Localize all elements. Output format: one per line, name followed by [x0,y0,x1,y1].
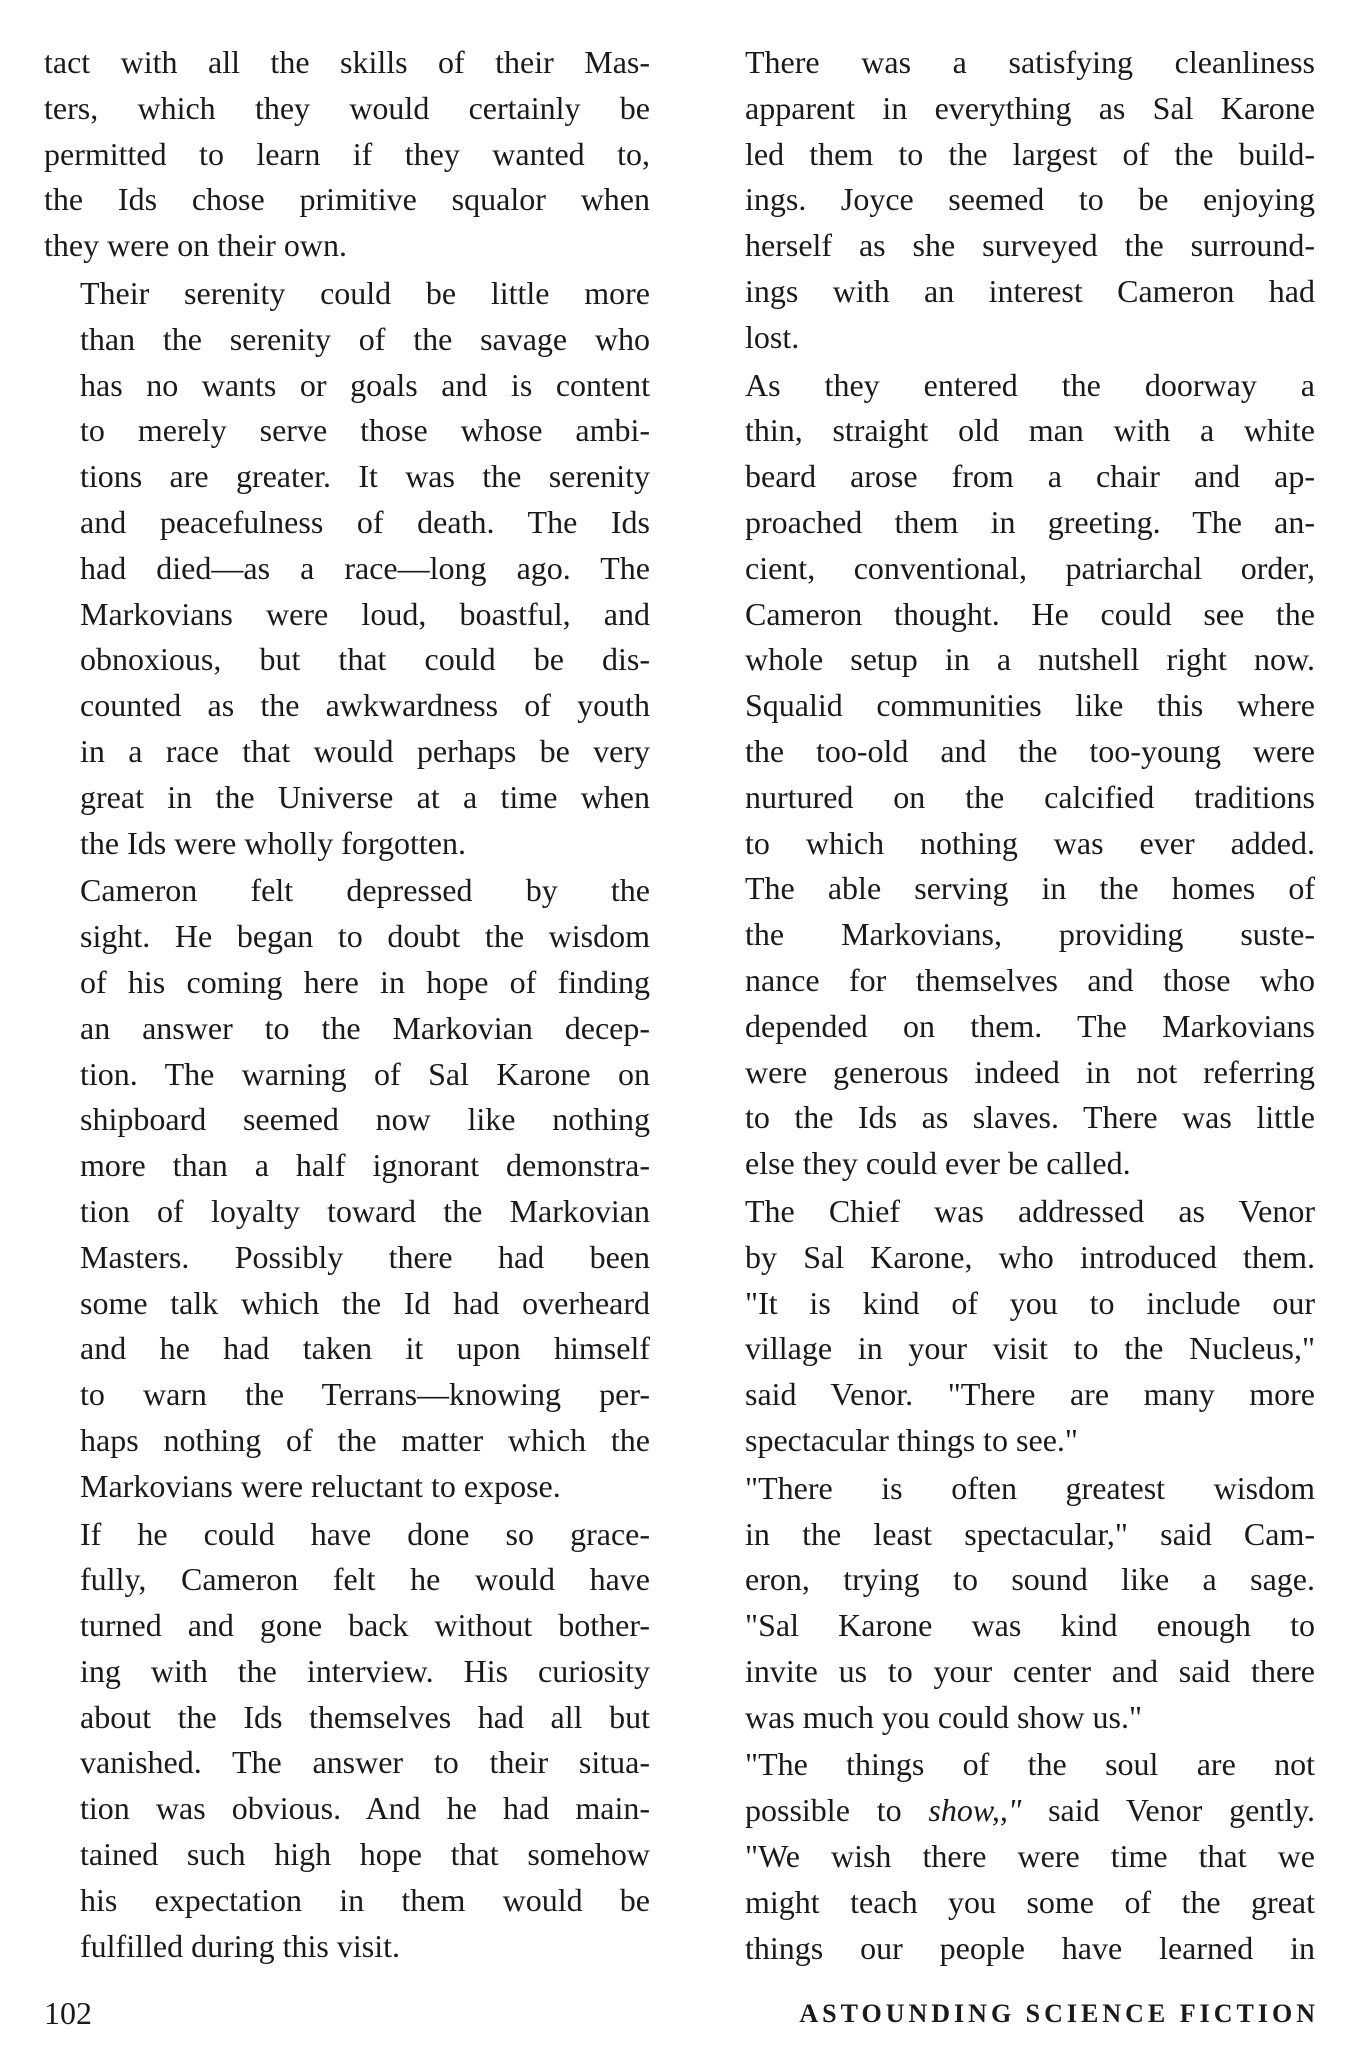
page-number: 102 [44,1995,92,2031]
text-line: to the Ids as slaves. There was little [745,1099,1315,1136]
text-line: depended on them. The Markovians [745,1007,1315,1044]
text-line: Squalid communities like this where [745,687,1315,724]
text-line: the Ids chose primitive squalor when [44,181,650,218]
text-line: sight. He began to doubt the wisdom [80,918,650,955]
text-line: possible to show,," said Venor gently. [745,1792,1315,1829]
text-line: said Venor. "There are many more [745,1376,1315,1413]
paragraph [44,868,650,1509]
text-line: might teach you some of the great [745,1883,1315,1920]
text-line: There was a satisfying cleanliness [745,44,1315,80]
text-line: obnoxious, but that could be dis- [80,641,650,678]
text-line: Markovians were loud, boastful, and [80,595,650,632]
text-line: Markovians were reluctant to expose. [80,1467,561,1504]
text-line: spectacular things to see." [745,1421,1078,1458]
paragraph [44,1512,650,1970]
text-line: his expectation in them would be [80,1881,650,1918]
text-line: beard arose from a chair and ap- [745,458,1315,495]
text-line: to warn the Terrans—knowing per- [80,1376,650,1413]
text-line: fully, Cameron felt he would have [80,1561,650,1598]
text-line: ters, which they would certainly be [44,89,650,126]
text-line: herself as she surveyed the surround- [745,227,1315,264]
text-line: "It is kind of you to include our [745,1284,1315,1321]
text-line: to merely serve those whose ambi- [80,412,650,449]
text-line: Masters. Possibly there had been [80,1238,650,1275]
text-line: "The things of the soul are not [745,1746,1315,1783]
text-line: an answer to the Markovian decep- [80,1009,650,1046]
text-line: the Markovians, providing suste- [745,916,1315,953]
text-line: things our people have learned in [745,1929,1315,1966]
text-line: about the Ids themselves had all but [80,1698,650,1735]
text-line: tion of loyalty toward the Markovian [80,1192,650,1229]
text-line: village in your visit to the Nucleus," [745,1330,1315,1367]
running-title: ASTOUNDING SCIENCE FICTION [799,1999,1319,2028]
text-line: tion. The warning of Sal Karone on [80,1055,650,1092]
text-line: than the serenity of the savage who [80,320,650,357]
text-line: ing with the interview. His curiosity [80,1652,650,1689]
text-line: If he could have done so grace- [80,1515,650,1552]
text-line: whole setup in a nutshell right now. [745,641,1315,678]
text-line: "We wish there were time that we [745,1838,1315,1875]
text-line: tact with all the skills of their Mas- [44,44,650,80]
right-column [709,40,1315,1973]
text-line: led them to the largest of the build- [745,135,1315,172]
text-line: proached them in greeting. The an- [745,503,1315,540]
text-line: the Ids were wholly forgotten. [80,824,466,861]
text-line: fulfilled during this visit. [80,1927,400,1964]
paragraph [709,1466,1315,1741]
text-line: they were on their own. [44,227,348,264]
text-line: tions are greater. It was the serenity [80,458,650,495]
text-line: tion was obvious. And he had main- [80,1790,650,1827]
text-line: As they entered the doorway a [745,366,1315,403]
text-line: thin, straight old man with a white [745,412,1315,449]
text-line: nurtured on the calcified traditions [745,778,1315,815]
emphasis: show,," [928,1792,1022,1829]
text-line: else they could ever be called. [745,1145,1131,1182]
text-line: Cameron thought. He could see the [745,595,1315,632]
text-line: "Sal Karone was kind enough to [745,1607,1315,1644]
left-column [44,40,650,1971]
text-line: more than a half ignorant demonstra- [80,1147,650,1184]
text-line: great in the Universe at a time when [80,778,650,815]
text-line: Their serenity could be little more [80,274,650,311]
text-line: "There is often greatest wisdom [745,1469,1315,1506]
text-line: haps nothing of the matter which the [80,1421,650,1458]
text-line: ings with an interest Cameron had [745,272,1315,309]
paragraph [709,1189,1315,1464]
text-line: counted as the awkwardness of youth [80,687,650,724]
text-line: The Chief was addressed as Venor [745,1192,1315,1229]
text-line: Cameron felt depressed by the [80,872,650,909]
text-line: was much you could show us." [745,1698,1143,1735]
text-line: ings. Joyce seemed to be enjoying [745,181,1315,218]
text-line: permitted to learn if they wanted to, [44,135,650,172]
text-line: vanished. The answer to their situa- [80,1744,650,1781]
paragraph [44,271,650,866]
text-line: cient, conventional, patriarchal order, [745,549,1315,586]
text-line: eron, trying to sound like a sage. [745,1561,1315,1598]
text-line: has no wants or goals and is content [80,366,650,403]
text-line: were generous indeed in not referring [745,1053,1315,1090]
text-line: the too-old and the too-young were [745,732,1315,769]
text-line: nance for themselves and those who [745,961,1315,998]
text-line: The able serving in the homes of [745,870,1315,907]
text-line: and peacefulness of death. The Ids [80,503,650,540]
text-line: to which nothing was ever added. [745,824,1315,861]
text-line: invite us to your center and said there [745,1652,1315,1689]
paragraph [44,40,650,269]
text-line: in the least spectacular," said Cam- [745,1515,1315,1552]
paragraph [709,363,1315,1187]
paragraph [709,1742,1315,1971]
text-line: lost. [745,318,800,355]
text-line: shipboard seemed now like nothing [80,1101,650,1138]
text-line: tained such high hope that somehow [80,1836,650,1873]
text-line: in a race that would perhaps be very [80,732,650,769]
text-line: of his coming here in hope of finding [80,963,650,1000]
text-line: and he had taken it upon himself [80,1330,650,1367]
text-line: turned and gone back without bother- [80,1607,650,1644]
paragraph [709,40,1315,361]
text-line: some talk which the Id had overheard [80,1284,650,1321]
text-line: apparent in everything as Sal Karone [745,89,1315,126]
text-line: had died—as a race—long ago. The [80,549,650,586]
text-line: by Sal Karone, who introduced them. [745,1238,1315,1275]
